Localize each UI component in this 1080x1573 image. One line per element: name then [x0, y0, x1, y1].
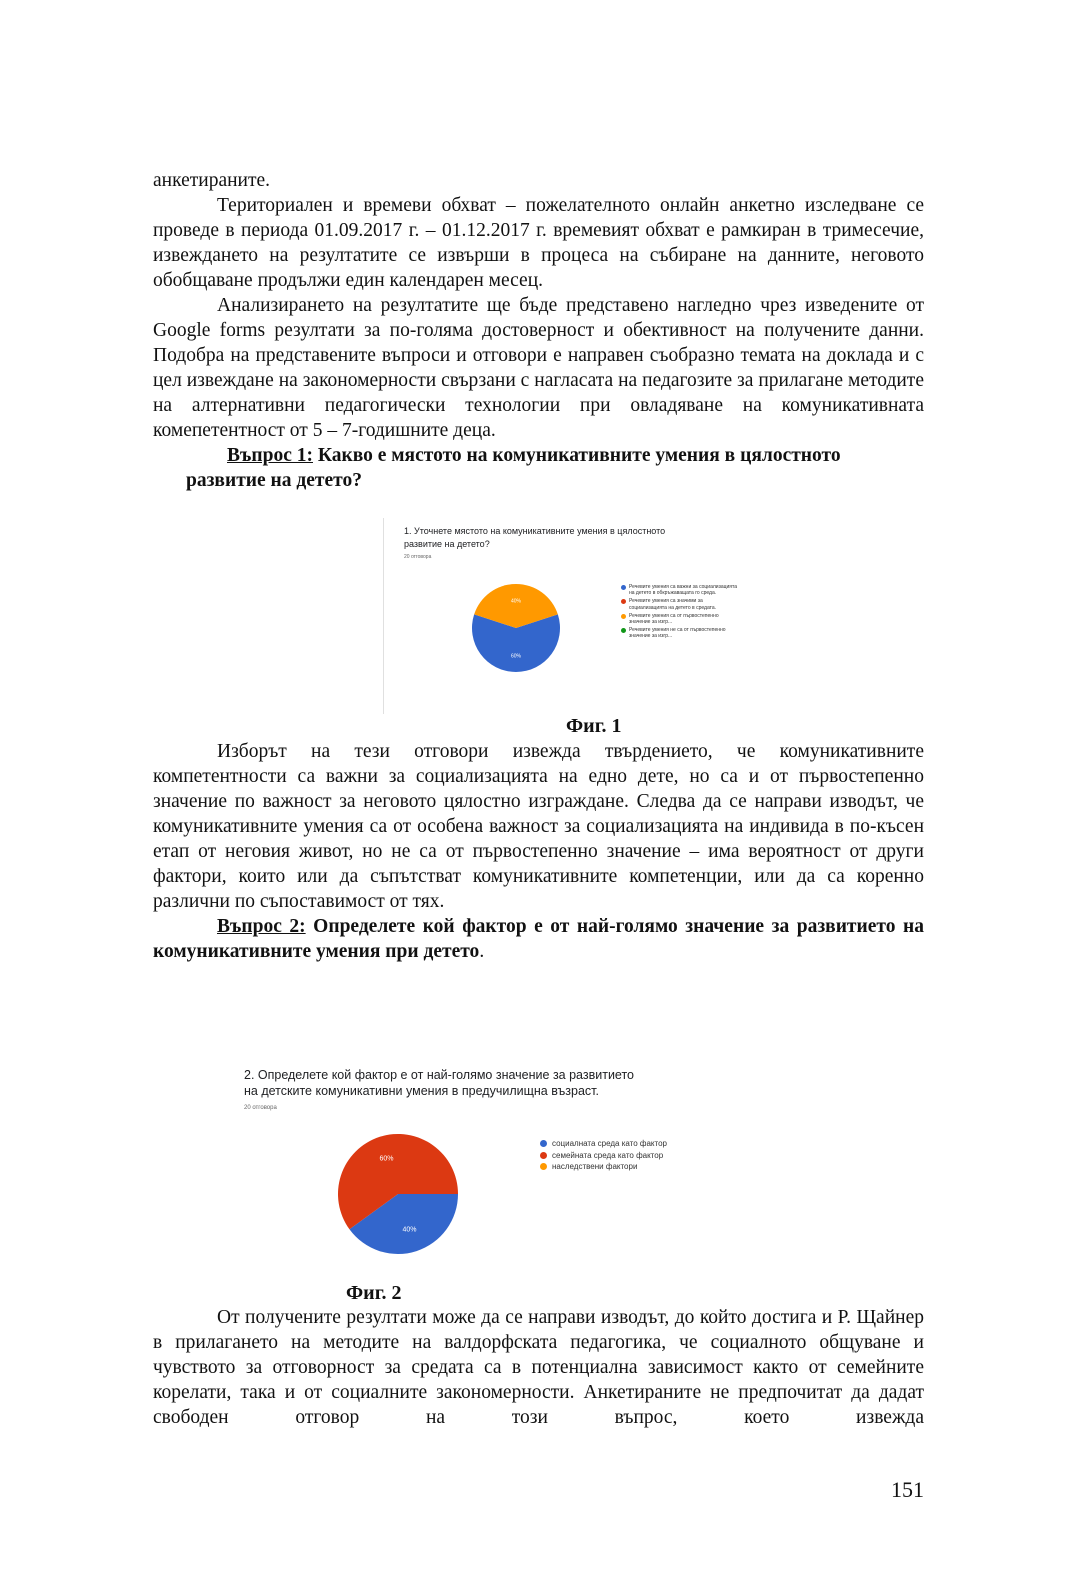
paragraph-2: Анализирането на резултатите ще бъде представено нагледно чрез изведените от Google forms резултати за по-голяма достоверност и обективност на получените данни. Подобра на представените въпроси и отговори е направен съобразно темата на доклада и с цел извеждане на закономерности свързани с нагласата на педагозите за прилагане методите на алтернативни педагогически технологии при овладяване на комуникативната комепетентност от 5 – 7-годишните деца. [153, 295, 924, 441]
question-1-line1 [153, 443, 924, 468]
legend-item [621, 613, 741, 625]
question-1-text: Какво е мястото на комуникативните умения в цялостното [312, 445, 841, 466]
legend-dot-blue [540, 1140, 547, 1147]
figure-2-caption: Фиг. 2 [346, 1282, 402, 1304]
question-1-label: Въпрос 1: [227, 445, 313, 466]
figure-1-title-line2: развитие на детето? [404, 539, 490, 549]
pie-label: 40% [402, 1226, 417, 1234]
paragraph-3: Изборът на тези отговори извежда твърдението, че комуникативните компетентности са важни за социализацията на едно дете, но са и от първостепенно значение по важност за неговото цялостно изграждане. Следва да се направи изводът, че комуникативните умения са от особена важност за социализацията на индивида в по-късен етап от неговия живот, но не са от първостепенно значение – има вероятност от други фактори, които или да съпътстват комуникативните компетенции, или да са коренно различни по съпоставимост от тях. [153, 741, 924, 912]
paragraph-4: От получените резултати може да се направи изводът, до който достига и Р. Щайнер в прилагането на методите на валдорфската педагогика, че социалното общуване и чувството за отговорност за средата са в потенциална зависимост както от семейните корелати, така и от социалните закономерности. Анкетираните не предпочитат да дадат свободен отговор на този въпрос, което извежда [153, 1307, 924, 1428]
pie-label: 60% [510, 653, 522, 660]
legend-item [621, 598, 741, 610]
legend-dot-green [621, 628, 626, 633]
legend-item [621, 584, 741, 596]
figure-2-title-line2: на детските комуникативни умения в предучилищна възраст. [244, 1084, 599, 1098]
paragraph-1: Териториален и времеви обхват – пожелателното онлайн анкетно изследване се проведе в периода 01.09.2017 г. – 01.12.2017 г. времевият обхват е рамкиран в тримесечие, извеждането на резултатите се извърши в процеса на събиране на данните, неговото обобщаване продължи един календарен месец. [153, 195, 924, 291]
page-body [153, 168, 924, 493]
legend-item [621, 627, 741, 639]
legend-label: Речевите умения са важни за социализацията на детето в обкръжаващата го среда. [629, 584, 738, 597]
figure-2 [236, 1062, 706, 1272]
legend-item [540, 1150, 700, 1162]
legend-dot-orange [621, 614, 626, 619]
page-body-3 [153, 1305, 924, 1430]
page-number: 151 [891, 1477, 924, 1502]
pie-label: 40% [510, 598, 522, 605]
figure-2-responses: 20 отговора [244, 1105, 277, 1111]
question-2-label: Въпрос 2: [217, 916, 306, 937]
legend-dot-orange [540, 1163, 547, 1170]
figure-1-caption: Фиг. 1 [566, 715, 622, 737]
figure-1 [383, 518, 744, 714]
figure-1-title-line1: 1. Уточнете мястото на комуникативните умения в цялостното [404, 526, 666, 536]
legend-item [540, 1161, 700, 1173]
question-1-line2: развитие на детето? [186, 470, 362, 491]
legend-label: социалната среда като фактор [552, 1139, 667, 1148]
legend-dot-red [621, 599, 626, 604]
page-body-2 [153, 739, 924, 964]
legend-label: Речевите умения са от първостепенно значение за изгр... [629, 612, 719, 626]
legend-item [540, 1138, 700, 1150]
question-2-text: Определете кой фактор е от най-голямо значение за развитието на комуникативните умения при детето [153, 916, 924, 962]
legend-dot-red [540, 1152, 547, 1159]
figure-1-legend [621, 584, 741, 640]
legend-label: Речевите умения не са от първостепенно значение за изгр... [629, 627, 726, 640]
question-2-end: . [479, 941, 485, 962]
legend-label: наследствени фактори [552, 1162, 638, 1171]
legend-label: Речевите умения са значими за социализацията на детето в средата. [629, 598, 717, 611]
figure-1-responses: 20 отговора [404, 554, 432, 560]
pie-label: 60% [379, 1155, 394, 1163]
legend-label: семейната среда като фактор [552, 1150, 664, 1160]
question-2 [153, 914, 924, 964]
legend-dot-blue [621, 585, 626, 590]
figure-2-title-line1: 2. Определете кой фактор е от най-голямо значение за развитието [244, 1068, 634, 1082]
figure-2-legend [540, 1138, 700, 1173]
paragraph-0: анкетираните. [153, 170, 271, 191]
